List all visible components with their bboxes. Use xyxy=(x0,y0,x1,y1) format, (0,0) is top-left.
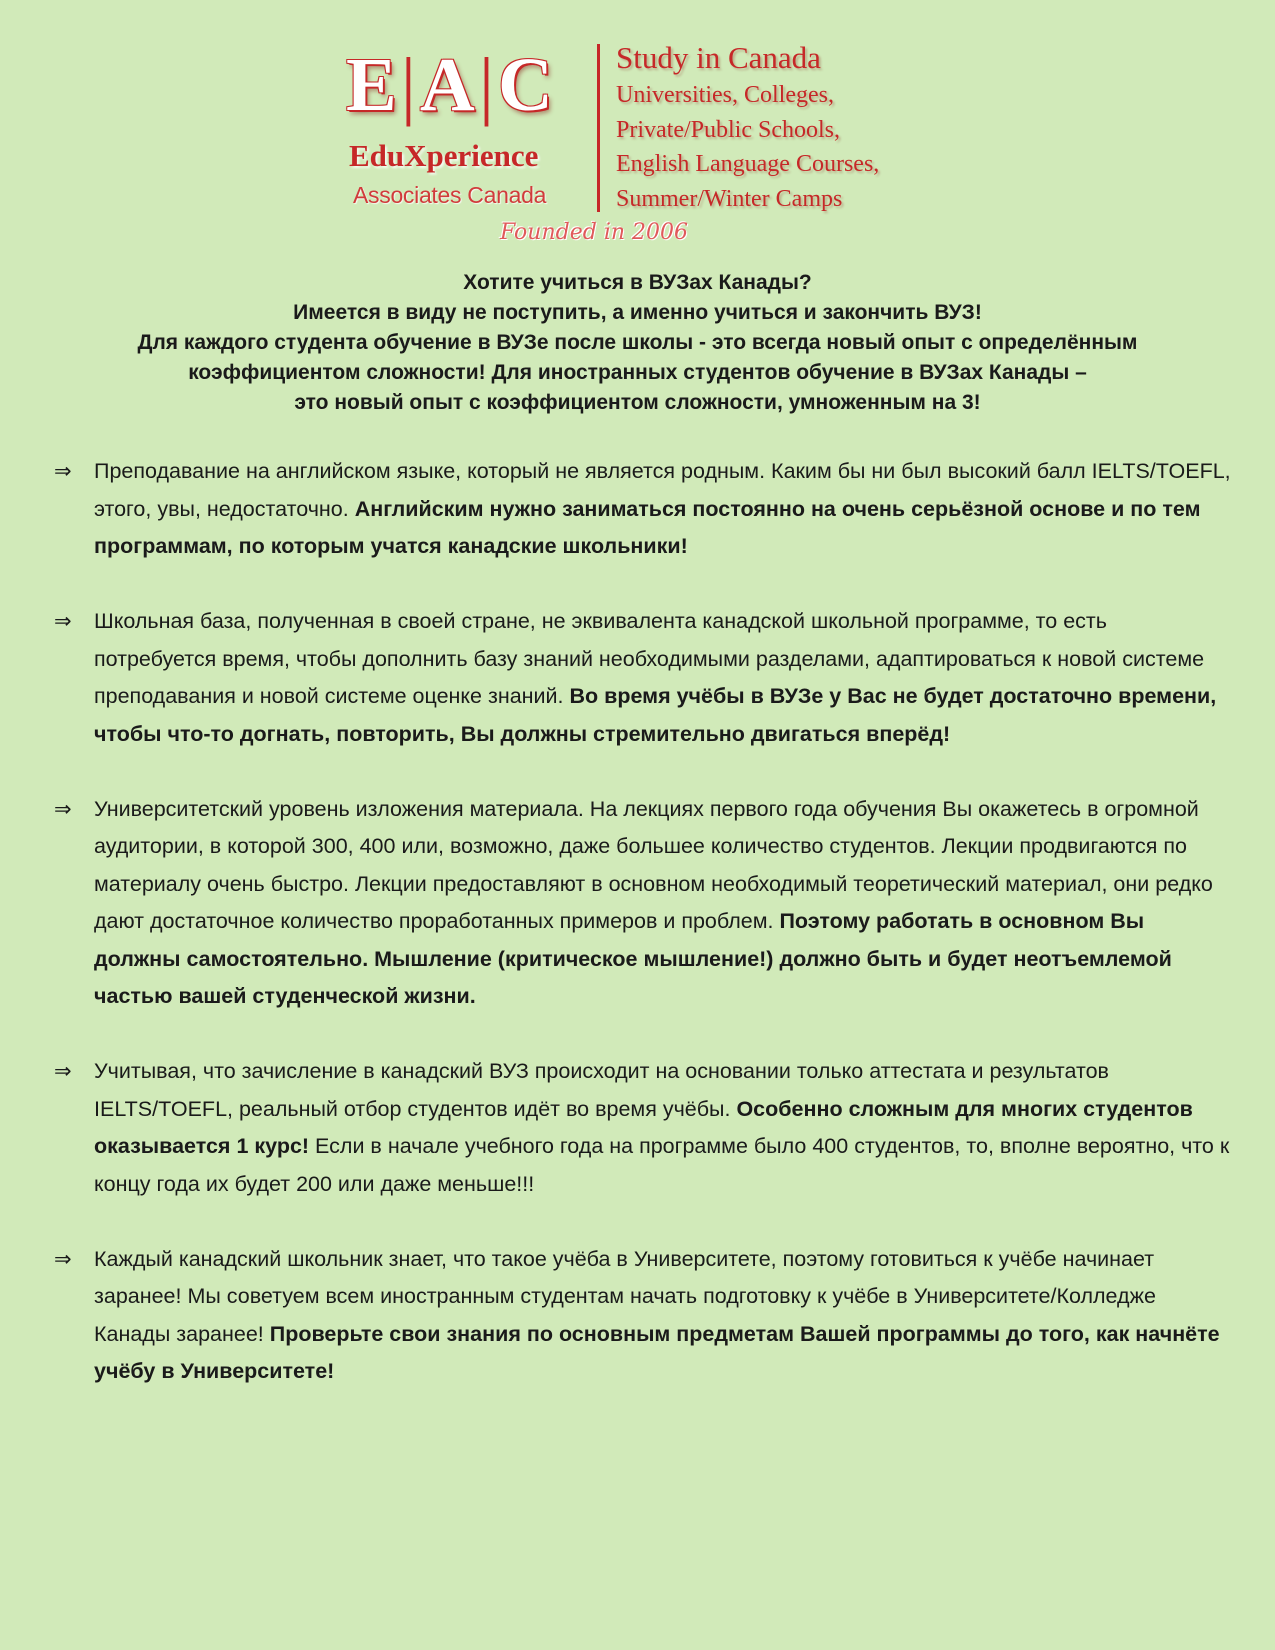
brand-subtitle: Associates Canada xyxy=(353,182,547,208)
bullet-list xyxy=(54,453,1234,1428)
study-item: English Language Courses, xyxy=(616,151,880,177)
intro-heading xyxy=(60,268,1215,418)
double-arrow-icon: ⇒ xyxy=(54,609,72,633)
logo-separator: | xyxy=(400,43,418,127)
list-item xyxy=(54,603,1234,753)
bullet-bold-text: Английским нужно заниматься постоянно на очень серьёзной основе и по тем программам, по которым учатся канадские школьники! xyxy=(94,496,1201,558)
double-arrow-icon: ⇒ xyxy=(54,1059,72,1083)
study-block xyxy=(616,38,879,216)
bullet-bold-text: Проверьте свои знания по основным предметам Вашей программы до того, как начнёте учёбу в Университете! xyxy=(94,1321,1220,1383)
bullet-bold-text: Поэтому работать в основном Вы должны самостоятельно. Мышление (критическое мышление!) должно быть и будет неотъемлемой частью вашей студенческой жизни. xyxy=(94,909,1172,1008)
list-item xyxy=(54,1053,1234,1203)
bullet-bold-text: Особенно сложным для многих студентов оказывается 1 курс! xyxy=(94,1096,1193,1158)
study-item: Universities, Colleges, xyxy=(616,82,834,108)
study-item: Private/Public Schools, xyxy=(616,116,840,143)
double-arrow-icon: ⇒ xyxy=(54,796,72,821)
double-arrow-icon: ⇒ xyxy=(54,459,72,483)
intro-line: Для каждого студента обучение в ВУЗе после школы - это всегда новый опыт с определённым xyxy=(137,331,1138,354)
bullet-text: Университетский уровень изложения материала. На лекциях первого года обучения Вы окажетесь в огромной аудитории, в которой 300, 400 или, возможно, даже большее количество студентов. Лекции продвигаются по материалу очень быстро. Лекции предоставляют в основном необходимый теоретический материал, они редко дают достаточное количество проработанных примеров и проблем. xyxy=(94,796,1213,933)
bullet-bold-text: Во время учёбы в ВУЗе у Вас не будет достаточно времени, чтобы что-то догнать, повторить, Вы должны стремительно двигаться вперёд! xyxy=(94,684,1217,746)
bullet-text: Учитывая, что зачисление в канадский ВУЗ происходит на основании только аттестата и результатов IELTS/TOEFL, реальный отбор студентов идёт во время учёбы. xyxy=(94,1059,1109,1121)
logo-letter-e: E xyxy=(346,43,399,127)
intro-line: Имеется в виду не поступить, а именно учиться и закончить ВУЗ! xyxy=(293,301,982,324)
eac-logo xyxy=(346,42,555,129)
study-item: Summer/Winter Camps xyxy=(616,185,843,212)
founded-tagline: Founded in 2006 xyxy=(500,220,689,245)
logo-separator: | xyxy=(478,43,497,127)
logo-letter-a: A xyxy=(419,43,477,127)
header xyxy=(0,0,1275,260)
intro-line: Хотите учиться в ВУЗах Канады? xyxy=(463,271,812,294)
list-item xyxy=(54,453,1234,566)
list-item xyxy=(54,791,1234,1016)
logo-letter-c: C xyxy=(498,43,555,127)
intro-line: это новый опыт с коэффициентом сложности, умноженным на 3! xyxy=(294,391,981,414)
list-item xyxy=(54,1241,1234,1391)
header-divider xyxy=(597,44,600,212)
bullet-text: Если в начале учебного года на программе было 400 студентов, то, вполне вероятно, что к концу года их будет 200 или даже меньше!!! xyxy=(94,1134,1230,1196)
bullet-text: Каждый канадский школьник знает, что такое учёба в Университете, поэтому готовиться к учёбе начинает заранее! Мы советуем всем иностранным студентам начать подготовку к учёбе в Университете/Колледже Канады заранее! xyxy=(94,1246,1156,1346)
study-title: Study in Canada xyxy=(616,40,821,75)
double-arrow-icon: ⇒ xyxy=(54,1246,72,1271)
intro-line: коэффициентом сложности! Для иностранных студентов обучение в ВУЗах Канады – xyxy=(188,361,1087,384)
brand-name: EduXperience xyxy=(349,138,539,173)
bullet-text: Преподавание на английском языке, который не является родным. Каким бы ни был высокий балл IELTS/TOEFL, этого, увы, недостаточно. xyxy=(94,459,1231,521)
bullet-text: Школьная база, полученная в своей стране, не эквивалента канадской школьной программе, то есть потребуется время, чтобы дополнить базу знаний необходимыми разделами, адаптироваться к новой системе преподавания и новой системе оценке знаний. xyxy=(94,609,1205,708)
